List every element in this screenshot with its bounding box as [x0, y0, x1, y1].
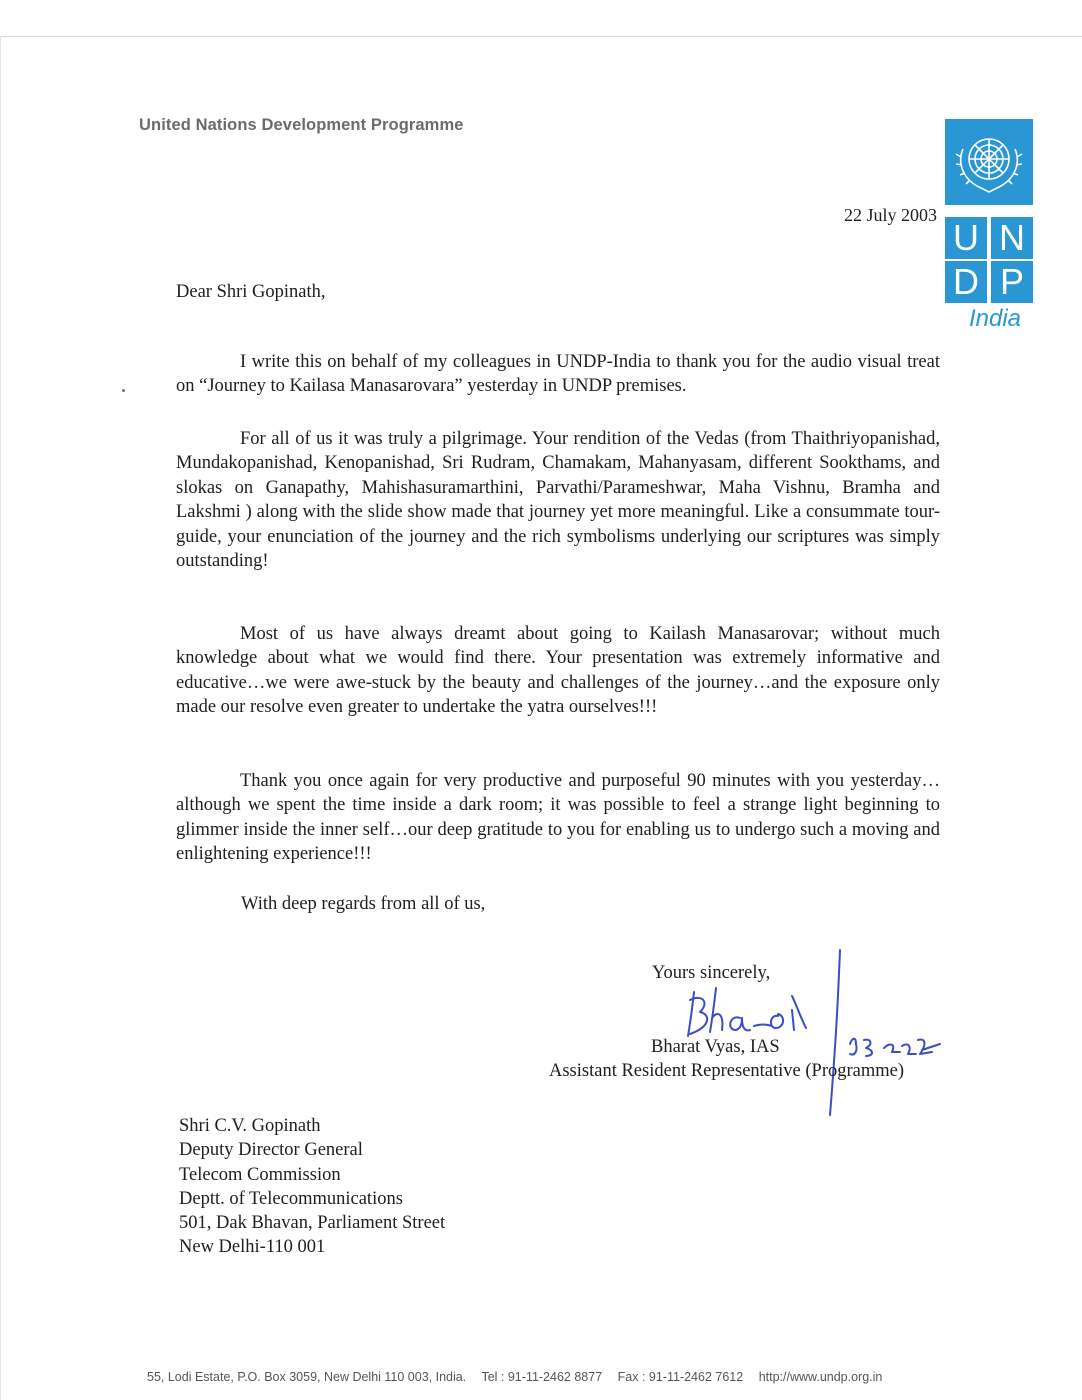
regards-line: With deep regards from all of us, [241, 894, 486, 914]
footer-address: 55, Lodi Estate, P.O. Box 3059, New Delhi 110 003, India. [147, 1370, 467, 1384]
logo-letter-p: P [991, 261, 1033, 303]
footer-fax: Fax : 91-11-2462 7612 [617, 1370, 744, 1384]
organization-name: United Nations Development Programme [139, 116, 464, 134]
un-emblem-icon [945, 119, 1033, 205]
page-edge-left [0, 36, 1, 1400]
recipient-address [179, 1114, 445, 1260]
logo-letter-d: D [945, 261, 987, 303]
paragraph-kailash: Most of us have always dreamt about going to Kailash Manasarovar; without much knowledge about what we would find there. Your presentation was extremely informative and educative…we were awe-stuck by the beauty and challenges of the journey…and the exposure only made our resolve even greater to undertake the yatra ourselves!!! [176, 624, 940, 718]
letter-date: 22 July 2003 [843, 205, 937, 225]
signer-name: Bharat Vyas, IAS [651, 1037, 780, 1057]
footer-tel: Tel : 91-11-2462 8877 [481, 1370, 603, 1384]
salutation: Dear Shri Gopinath, [176, 282, 326, 302]
signer-title: Assistant Resident Representative (Programme) [549, 1061, 905, 1081]
scan-speck [122, 389, 125, 392]
footer-website[interactable]: http://www.undp.org.in [758, 1370, 883, 1384]
recipient-organization: Telecom Commission [179, 1164, 341, 1185]
handwritten-signature [670, 940, 970, 1130]
recipient-position: Deputy Director General [179, 1140, 363, 1161]
paragraph-thanks: I write this on behalf of my colleagues in UNDP-India to thank you for the audio visual treat on “Journey to Kailasa Manasarovara” yesterday in UNDP premises. [176, 352, 940, 397]
logo-letter-u: U [945, 217, 987, 259]
recipient-street: 501, Dak Bhavan, Parliament Street [179, 1213, 446, 1234]
recipient-department: Deptt. of Telecommunications [179, 1188, 403, 1209]
recipient-city: New Delhi-110 001 [179, 1237, 326, 1258]
closing-line: Yours sincerely, [652, 963, 771, 983]
logo-country: India [968, 305, 1021, 332]
footer-contact [147, 1370, 894, 1384]
page-edge [0, 36, 1082, 37]
logo-letter-n: N [991, 217, 1033, 259]
paragraph-pilgrimage: For all of us it was truly a pilgrimage. Your rendition of the Vedas (from Thaithriyopanishad, Mundakopanishad, Kenopanishad, Sri Rudram, Chamakam, Mahanyasam, different Sookthams, and slokas on Ganapathy, Mahishasuramarthini, Parvathi/Parameshwar, Maha Vishnu, Bramha and Lakshmi ) along with the slide show made that journey yet more meaningful. Like a consummate tour-guide, your enunciation of the journey and the rich symbolisms underlying our scriptures was simply outstanding! [176, 429, 940, 572]
paragraph-gratitude: Thank you once again for very productive and purposeful 90 minutes with you yesterday…although we spent the time inside a dark room; it was possible to feel a strange light beginning to glimmer inside the inner self…our deep gratitude to you for enabling us to undergo such a moving and enlightening experience!!! [176, 771, 940, 865]
recipient-name: Shri C.V. Gopinath [179, 1116, 321, 1136]
